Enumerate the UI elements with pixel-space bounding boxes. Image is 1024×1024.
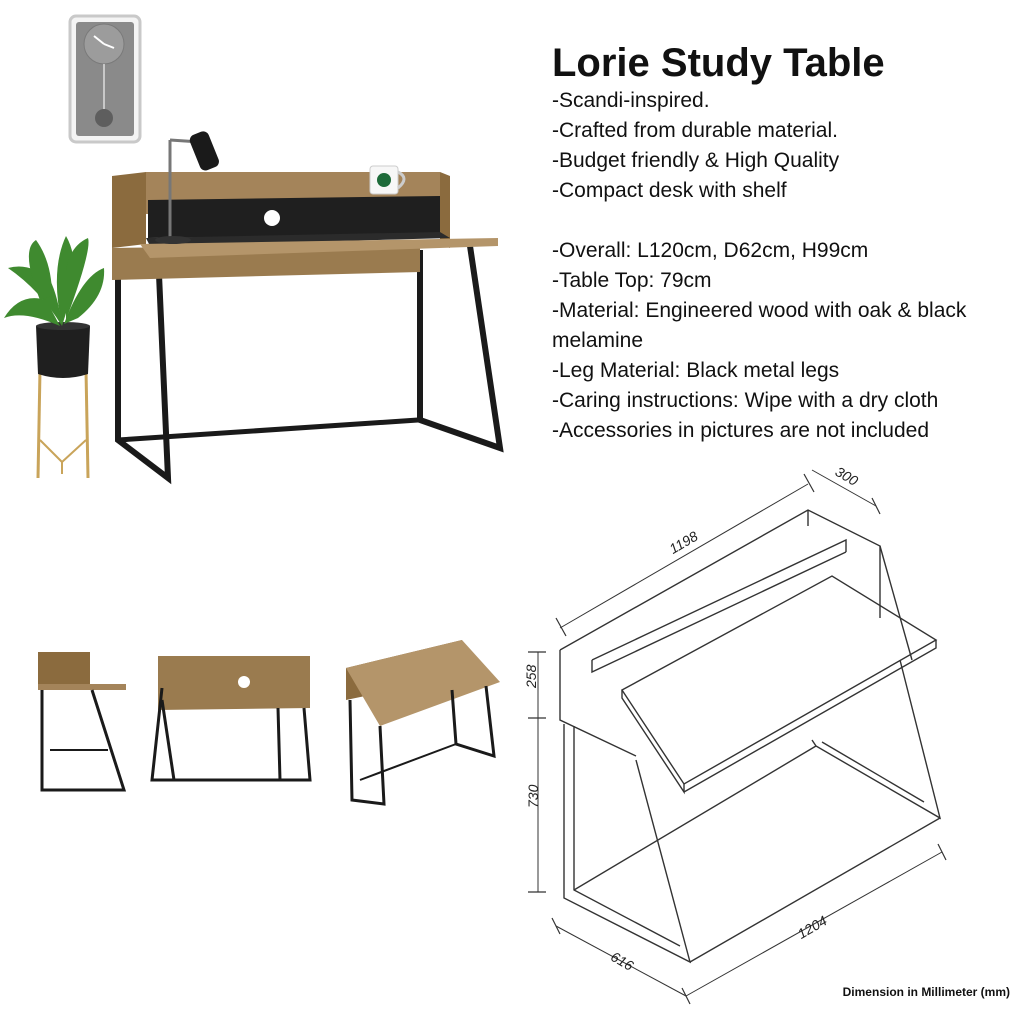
desk-perspective-view <box>346 640 500 804</box>
feature-item: -Crafted from durable material. <box>552 119 838 142</box>
desk-back-view <box>152 656 310 780</box>
spec-item-accessories: -Accessories in pictures are not included <box>552 419 930 442</box>
spec-item-leg-material: -Leg Material: Black metal legs <box>552 359 840 382</box>
wall-clock-icon <box>70 16 140 142</box>
spec-item-caring: -Caring instructions: Wipe with a dry cloth <box>552 389 939 412</box>
desk-side-view <box>38 652 126 790</box>
dimension-label-width-top: 1198 <box>666 527 701 557</box>
plant-stand-icon <box>4 236 104 478</box>
feature-item: -Scandi-inspired. <box>552 89 710 112</box>
spec-item-table-top: -Table Top: 79cm <box>552 269 712 292</box>
spec-item-material: -Material: Engineered wood with oak & black melamine <box>552 299 967 352</box>
dimension-label-lower-height: 730 <box>525 784 541 808</box>
technical-drawing <box>528 470 946 1004</box>
desk-main-illustration <box>112 130 500 478</box>
product-title: Lorie Study Table <box>552 41 885 85</box>
dimension-label-depth: 616 <box>608 948 637 974</box>
feature-item: -Budget friendly & High Quality <box>552 149 840 172</box>
dimension-label-shelf-depth: 300 <box>832 463 861 489</box>
dimension-unit-note: Dimension in Millimeter (mm) <box>842 985 1010 999</box>
spec-item-overall: -Overall: L120cm, D62cm, H99cm <box>552 239 869 262</box>
dimension-label-width-bottom: 1204 <box>794 912 830 942</box>
product-description-list <box>552 86 1022 446</box>
feature-item: -Compact desk with shelf <box>552 179 787 202</box>
dimension-label-upper-height: 258 <box>523 664 539 688</box>
